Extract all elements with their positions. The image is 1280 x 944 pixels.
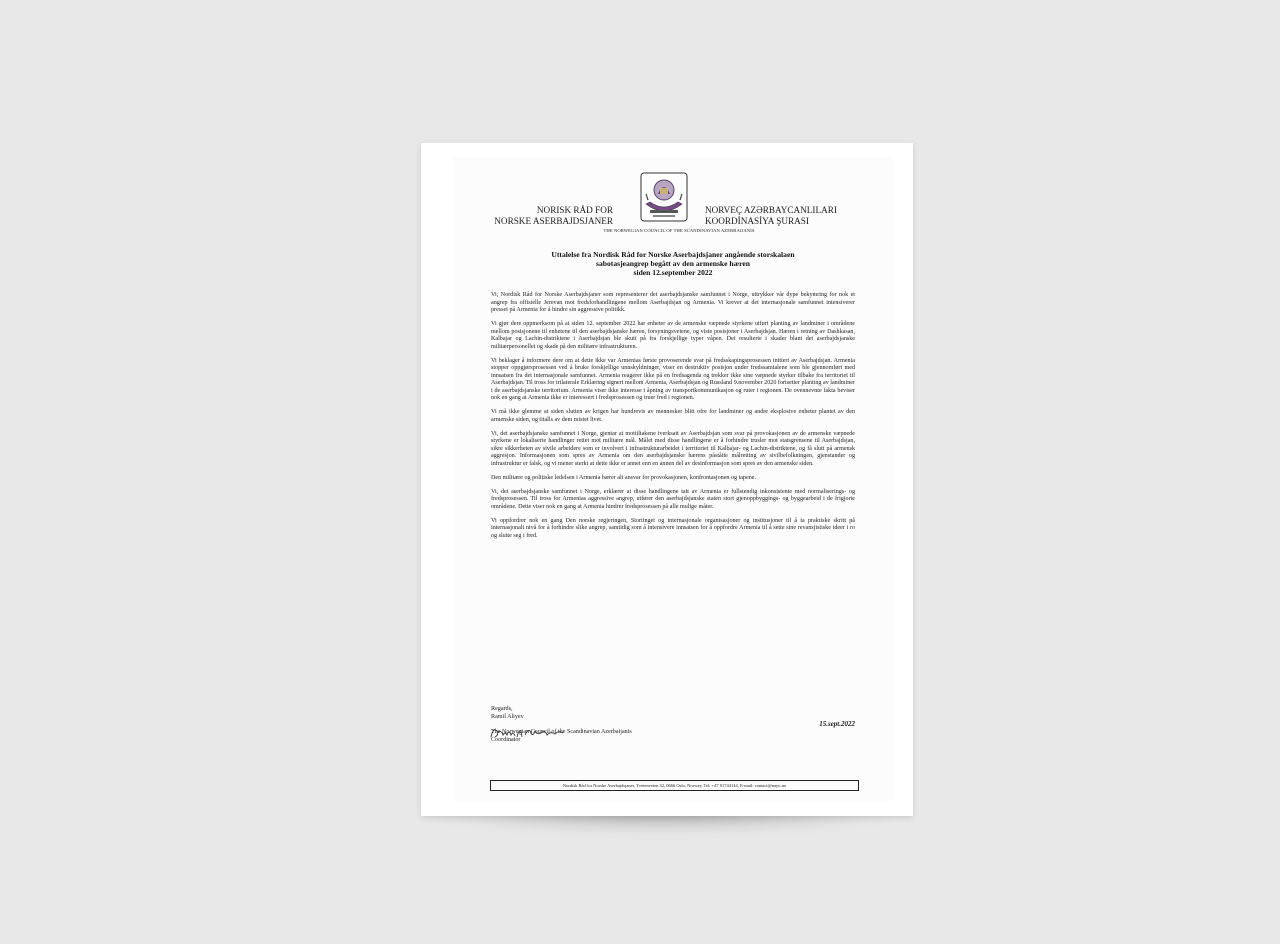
paragraph: Den militære og politiske ledelsen i Armenia bærer alt ansvar for provokasjonen, konfrontasjonen og tapene. — [491, 474, 757, 481]
header-right-line1: NORVEÇ AZƏRBAYCANLILARI — [705, 205, 837, 215]
signer-organization: The Norwegian Council of the Scandinavian Azerbaijanis — [491, 729, 632, 736]
paragraph: Vi må ikke glemme at siden slutten av krigen har hundrevis av mennesker blitt ofre for landminer og andre eksplosive enheter plantet av den armenske siden, og titalls av dem mistet livet. — [491, 409, 855, 423]
closing-regards: Regards, — [491, 706, 513, 712]
handwritten-signature — [489, 725, 579, 741]
header-right — [705, 205, 855, 226]
signer-name: Ramil Aliyev — [491, 713, 524, 720]
paragraph: Vi gjør dere oppmerksom på at siden 12. september 2022 har enheter av de armenske væpnede styrkene utført planting av landminer i områdene mellom posisjonene til enhetene til den aserbajdsjanske hæren, forsyningsveiene, og viste posisjoner i Aserbajdsjan. Hæren i retning av Dashkasan, Kalbajar og Lachin-distriktene i Aserbajdsjan ble skutt på fra forskjellige typer våpen. Det resulterte i skader blant det aserbajdsjanske militærpersonellet og skade på den militære infrastrukturen. — [491, 321, 855, 350]
signer-role: Coordinator — [491, 736, 521, 743]
title-line3: siden 12.september 2022 — [633, 268, 713, 278]
title-line1: Uttalelse fra Nordisk Råd for Norske Aserbajdsjaner angående storskalaen — [551, 250, 795, 259]
footer-contact: Nordisk Råd for Norske Aserbajdsjaner, Tvetenveien 32, 0666 Oslo, Norway, Tel: +47 91744144, E-mail: contact@nayo.no — [490, 780, 859, 791]
header-left-line2: NORSKE ASERBAJDSJANER — [494, 215, 613, 226]
paragraph: Vi beklager å informere dere om at dette ikke var Armenias første provoserende svar på fredsskapingsprosessen initiert av Aserbajdsjan. Armenia stopper oppgjørsprosessen ved å bruke forskjellige unnskyldninger, viser en destruktiv posisjon under fredssamtalene som ble gjennomført med innsatsen fra det internasjonale samfunnet. Armenia reagerer ikke på en fredsagenda og trekker ikke sine væpnede styrker tilbake fra territoriet til Aserbajdsjan. Til tross for trilaterale Erklæring signert mellom Armenia, Aserbajdsjan og Russland 9.november 2020 fortsetter planting av landminer i de aserbajdsjanske territorium. Armenia viser ikke interesse i åpning av transportkommunikasjon og ruter i regionen. De ovennevnte fakta beviser nok en gang at Armenia ikke er interessert i fredsprosessen og truer fred i regionen. — [491, 357, 855, 401]
header-subtitle: THE NORWEGIAN COUNCIL OF THE SCANDINAVIAN AZERBAIJANIS — [603, 228, 755, 233]
scanned-letter — [453, 157, 893, 801]
council-logo — [640, 172, 688, 222]
paragraph: Vi, det aserbajdsjanske samfunnet i Norge, erklærer at disse handlingene tatt av Armenia er fullstendig inkonsistente med normaliserings- og fredsprosessen. Til tross for Armenias aggressive angrep, utfører den aserbajdsjanske staten stort gjenoppbyggings- og byggearbeid i de frigjorte områdene. Dette viser nok en gang at Armenia hindrer fredsprosessen på alle mulige måter. — [491, 488, 855, 510]
letter-date: 15.sept.2022 — [819, 720, 855, 728]
paragraph: Vi oppfordrer nok en gang Den norske regjeringen, Stortinget og internasjonale organisasjoner og institusjoner til å ta praktiske skritt på internasjonalt nivå for å forhindre slike angrep, samtidig som å intensivere innsatsen for å oppfordre Armenia til å sette sine revansjistiske ideer i ro og slutte seg i fred. — [491, 517, 855, 539]
title-line2: sabotasjeangrep begått av den armenske hæren — [596, 259, 750, 269]
paragraph: Vi, det aserbajdsjanske samfunnet i Norge, gjentar at mottiltakene iverksatt av Aserbajdsjan som svar på provokasjonen av de armenske væpnede styrkene er lokaliserte handlinger rettet mot militære mål. Målet med disse handlingene er å forhindre trusler mot statsgrensene til Aserbajdsjan, sikre sikkerheten av sivile arbeidere som er involvert i infrastrukturarbeidet i territoriet til Kalbajar- og Lachin-distriktene, og få slutt på armensk aggresjon. Informasjonen som spres av Armenia om den aserbajdsjanske hærens påståtte målretting av sivilbefolkningen, gjenstander og infrastruktur er falsk, og vi mener sterkt at dette ikke er annet enn en annen del av desinformasjon som spres av den armenske siden. — [491, 430, 855, 467]
header-right-line2: KOORDİNASİYA ŞURASI — [705, 215, 809, 226]
document-title — [523, 250, 823, 278]
paragraph: Vi, Nordisk Råd for Norske Aserbajdsjaner som representerer det aserbajdsjanske samfunnet i Norge, uttrykker vår dype bekymring for nok et angrep fra offisielle Jerevan mot fredsforhandlingene mellom Aserbajdsjan og Armenia. Vi krever at det internasjonale samfunnet intensiverer presset på Armenia for å hindre sin aggressive politikk. — [491, 292, 855, 313]
letter-body — [491, 292, 855, 547]
document-sheet — [421, 143, 913, 816]
header-left-line1: NORISK RÅD FOR — [536, 205, 613, 215]
header-left — [483, 205, 613, 226]
